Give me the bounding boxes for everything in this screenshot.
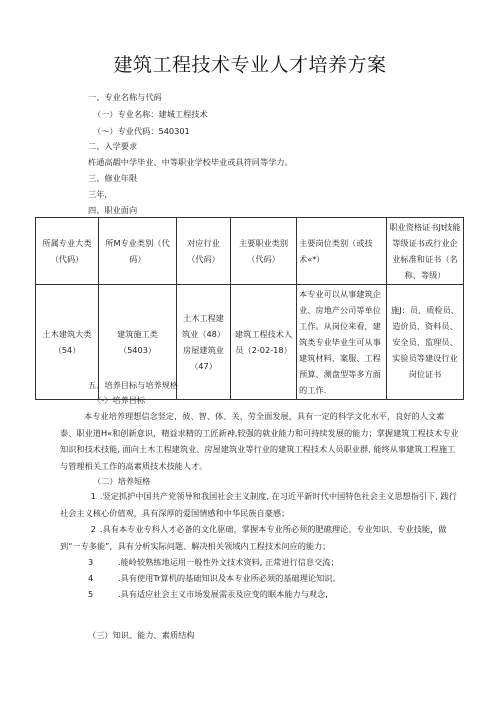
major-name: （一）专业名称：建城工程技术 <box>93 109 208 119</box>
list-item-text: .具有本专业专科人才必备的文化驱础，掌握本专业所必须的肥礁理论、专业知识、专业技能，做到“一专多能”，具有分析实际问题、解决相关领域内工程技术问应的能力； <box>60 524 447 551</box>
list-item <box>60 521 460 554</box>
list-item-number: 4 <box>88 573 94 583</box>
table-header-cell: 主要岗位类别（或技术«*） <box>297 218 387 285</box>
table-cell: 施J：员、质检员、造价员、资料员、安全员、监理员、实验员等建设行业岗位证书 <box>387 285 464 400</box>
table-cell: 本专业可以从事建筑企业、房地产公司等单位工作。从岗位来看，建筑类专业毕业生可从事建筑材料、案服、工程预算、测盘型等多方面的工作. <box>297 285 387 400</box>
career-orientation-table <box>35 217 464 400</box>
list-item-text: .具有使用Tr算机的基础知识及本专业所必须的基础理论知识。 <box>118 573 341 583</box>
list-item <box>88 589 328 600</box>
table-header-cell: 对应行业（代码） <box>177 218 231 285</box>
years-text: 三年, <box>88 189 107 199</box>
list-item-text: .具有适应社会主义市场发展需汞及应变的眠本能力与观念, <box>118 589 328 599</box>
section-heading-admission: 二、入学要求 <box>88 141 138 151</box>
goal-paragraph: 本专业培养理想信念竖定，彼、智、体、关、劳全面发展，具有一定的科学文化水平，良好的人文素泰、职业道H«和创新意识，精益求精的工匠新神,较强的就业能力和可持续发展的能力；掌握建筑工程技术专业知识和技术技能, 面向土木工程建筑业、房屋建筑业等行业的建筑工程技术人员职业群, 能终从事建筑工程施工与管理相关工作的高素质技术技能人才。 <box>60 411 459 471</box>
spec-heading: （二）培养短格 <box>93 476 151 486</box>
list-item-number: 5 <box>88 589 94 599</box>
list-item <box>88 573 341 584</box>
list-item-text: .竖定抓护中国共产党领导和我国社会主义制度, 在习近平新时代中国特色社会主义思想指引下, 践行社会主义核心价值观，具有深厚的爱国情感和中华民族自豪感； <box>60 491 457 518</box>
section-heading-major: 一、专业名称与代码 <box>88 92 162 102</box>
section-heading-knowledge: （三）知识、能力、素质结构 <box>88 630 195 640</box>
table-header-cell: 主要职业类别（代码） <box>231 218 297 285</box>
table-header-cell: 所M专业类别（代码） <box>99 218 177 285</box>
goal-heading: 〈-〉培养目标 <box>93 395 146 405</box>
section-heading-years: 三、修业年限 <box>88 173 138 183</box>
section-heading-goals: 五、培养目标与培养规格 <box>88 380 179 390</box>
document-title: 建筑工程技术专业人才培养方案 <box>113 54 387 76</box>
list-item-number: 3 <box>88 557 94 567</box>
table-cell: 土木建筑大类（54） <box>36 285 99 400</box>
section-heading-career: 四、职业面向 <box>88 205 138 215</box>
table-cell: 建筑工程技术人员（2-02-18） <box>231 285 297 400</box>
list-item <box>88 557 339 568</box>
major-code: （～）专业代码：540301 <box>93 126 190 136</box>
table-header-row <box>36 218 464 285</box>
table-header-cell: 职业资格证书Jt技能等级证书或行业企业标准和证书（名称、等级） <box>387 218 464 285</box>
list-item-number: 2 <box>90 524 96 534</box>
list-item-text: .能岭较熟练地运用一般性外文技术资料, 正常进行信息交流； <box>118 557 339 567</box>
admission-text: 杵通高嘏中学毕业、中等职业学校毕业或具符同等学力。 <box>88 157 293 167</box>
list-item-number: 1 <box>90 491 96 501</box>
table-cell: 建筑施工类（5403） <box>99 285 177 400</box>
table-cell: 土木工程建筑业（48）房屋建筑业（47） <box>177 285 231 400</box>
table-header-cell: 所属专业大类（代码） <box>36 218 99 285</box>
list-item <box>60 488 460 521</box>
